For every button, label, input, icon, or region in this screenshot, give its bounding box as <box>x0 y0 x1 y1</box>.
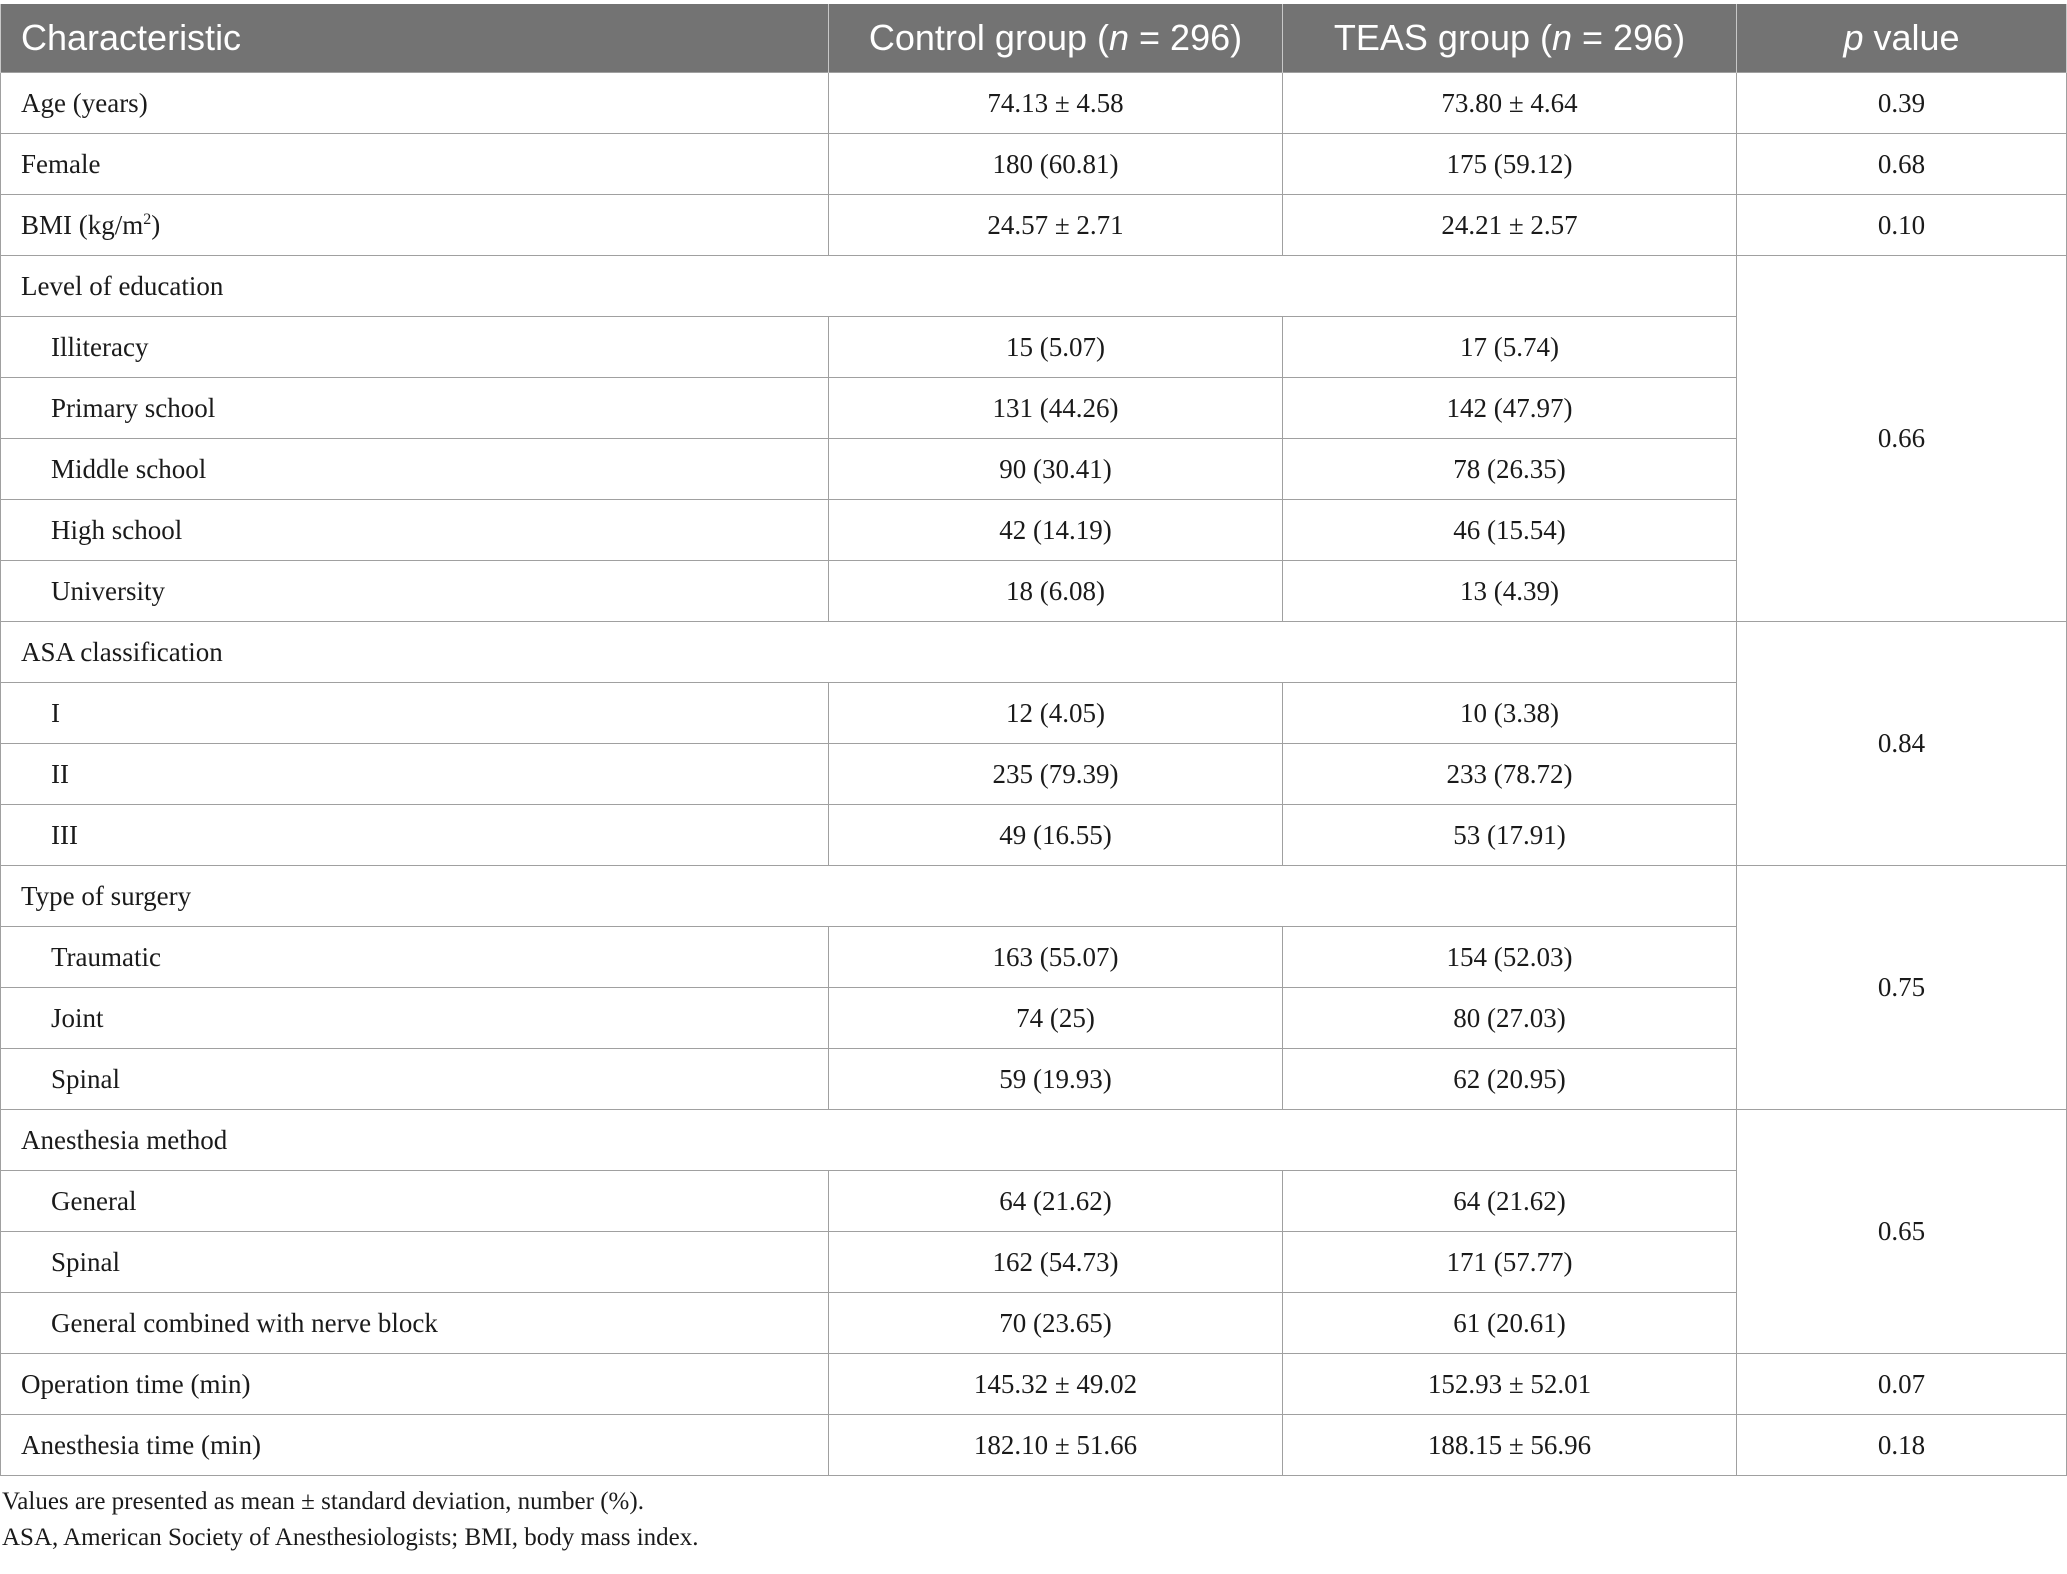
control-value: 131 (44.26) <box>829 378 1283 439</box>
teas-value: 233 (78.72) <box>1283 744 1737 805</box>
control-value: 70 (23.65) <box>829 1293 1283 1354</box>
row-label: Traumatic <box>1 927 829 988</box>
group-header-row <box>1 256 2067 317</box>
table-row <box>1 195 2067 256</box>
characteristics-table <box>0 4 2067 1476</box>
row-label: Illiteracy <box>1 317 829 378</box>
p-value: 0.66 <box>1737 256 2067 622</box>
footnote-values: Values are presented as mean ± standard deviation, number (%). <box>2 1488 644 1515</box>
teas-value: 10 (3.38) <box>1283 683 1737 744</box>
control-value: 182.10 ± 51.66 <box>829 1415 1283 1476</box>
teas-value: 24.21 ± 2.57 <box>1283 195 1737 256</box>
teas-value: 73.80 ± 4.64 <box>1283 73 1737 134</box>
control-value: 64 (21.62) <box>829 1171 1283 1232</box>
row-label: Primary school <box>1 378 829 439</box>
row-label: Anesthesia time (min) <box>1 1415 829 1476</box>
header-characteristic: Characteristic <box>1 4 829 73</box>
table-row <box>1 1354 2067 1415</box>
table-row <box>1 134 2067 195</box>
row-label: Age (years) <box>1 73 829 134</box>
teas-value: 13 (4.39) <box>1283 561 1737 622</box>
teas-value: 61 (20.61) <box>1283 1293 1737 1354</box>
header-p-value: p value <box>1737 4 2067 73</box>
footnote-abbreviations: ASA, American Society of Anesthesiologists; BMI, body mass index. <box>2 1524 699 1551</box>
teas-value: 62 (20.95) <box>1283 1049 1737 1110</box>
row-label: Middle school <box>1 439 829 500</box>
control-value: 42 (14.19) <box>829 500 1283 561</box>
control-value: 59 (19.93) <box>829 1049 1283 1110</box>
row-label: III <box>1 805 829 866</box>
control-value: 15 (5.07) <box>829 317 1283 378</box>
control-value: 74 (25) <box>829 988 1283 1049</box>
control-value: 145.32 ± 49.02 <box>829 1354 1283 1415</box>
teas-value: 171 (57.77) <box>1283 1232 1737 1293</box>
table-row <box>1 73 2067 134</box>
teas-value: 154 (52.03) <box>1283 927 1737 988</box>
row-label: Spinal <box>1 1049 829 1110</box>
teas-value: 142 (47.97) <box>1283 378 1737 439</box>
row-label: Joint <box>1 988 829 1049</box>
row-label: II <box>1 744 829 805</box>
p-value: 0.18 <box>1737 1415 2067 1476</box>
control-value: 12 (4.05) <box>829 683 1283 744</box>
control-value: 18 (6.08) <box>829 561 1283 622</box>
group-header-row <box>1 1110 2067 1171</box>
p-value: 0.39 <box>1737 73 2067 134</box>
group-label: Anesthesia method <box>1 1110 1737 1171</box>
row-label: High school <box>1 500 829 561</box>
table-row <box>1 1415 2067 1476</box>
group-label: Type of surgery <box>1 866 1737 927</box>
teas-value: 53 (17.91) <box>1283 805 1737 866</box>
row-label: General <box>1 1171 829 1232</box>
control-value: 235 (79.39) <box>829 744 1283 805</box>
control-value: 74.13 ± 4.58 <box>829 73 1283 134</box>
teas-value: 78 (26.35) <box>1283 439 1737 500</box>
p-value: 0.07 <box>1737 1354 2067 1415</box>
teas-value: 80 (27.03) <box>1283 988 1737 1049</box>
table-footnotes <box>0 1484 2067 1556</box>
row-label: Spinal <box>1 1232 829 1293</box>
control-value: 162 (54.73) <box>829 1232 1283 1293</box>
group-label: Level of education <box>1 256 1737 317</box>
control-value: 49 (16.55) <box>829 805 1283 866</box>
group-header-row <box>1 866 2067 927</box>
row-label: University <box>1 561 829 622</box>
teas-value: 188.15 ± 56.96 <box>1283 1415 1737 1476</box>
p-value: 0.75 <box>1737 866 2067 1110</box>
teas-value: 17 (5.74) <box>1283 317 1737 378</box>
row-label: Female <box>1 134 829 195</box>
row-label: BMI $(kg/m^2)$ <box>1 195 829 256</box>
row-label: General combined with nerve block <box>1 1293 829 1354</box>
row-label: Operation time (min) <box>1 1354 829 1415</box>
teas-value: 64 (21.62) <box>1283 1171 1737 1232</box>
table-container <box>0 4 2067 1556</box>
control-value: 90 (30.41) <box>829 439 1283 500</box>
p-value: 0.68 <box>1737 134 2067 195</box>
group-label: ASA classification <box>1 622 1737 683</box>
teas-value: 152.93 ± 52.01 <box>1283 1354 1737 1415</box>
teas-value: 46 (15.54) <box>1283 500 1737 561</box>
control-value: 24.57 ± 2.71 <box>829 195 1283 256</box>
header-row <box>1 4 2067 73</box>
p-value: 0.10 <box>1737 195 2067 256</box>
row-label: I <box>1 683 829 744</box>
header-teas-group: TEAS group (n = 296) <box>1283 4 1737 73</box>
teas-value: 175 (59.12) <box>1283 134 1737 195</box>
p-value: 0.65 <box>1737 1110 2067 1354</box>
control-value: 180 (60.81) <box>829 134 1283 195</box>
control-value: 163 (55.07) <box>829 927 1283 988</box>
header-control-group: Control group (n = 296) <box>829 4 1283 73</box>
p-value: 0.84 <box>1737 622 2067 866</box>
group-header-row <box>1 622 2067 683</box>
